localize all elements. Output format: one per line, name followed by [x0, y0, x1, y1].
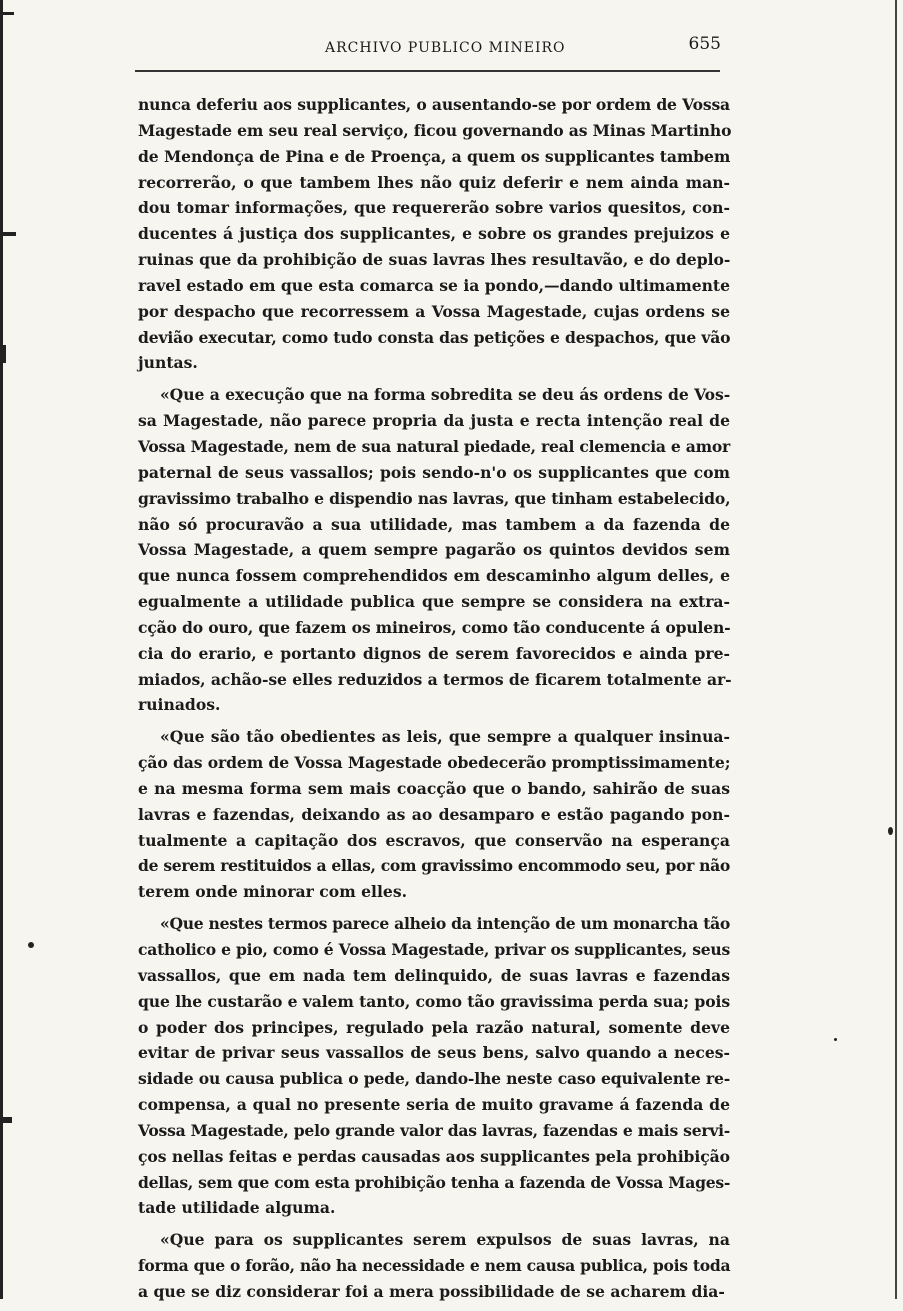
text-line: «Que para os supplicantes serem expulsos de suas lavras, na: [160, 1230, 730, 1250]
left-margin-line: [0, 0, 3, 1299]
text-line: e na mesma forma sem mais coacção que o bando, sahirão de suas: [138, 778, 730, 798]
text-line: por despacho que recorressem a Vossa Magestade, cujas ordens se: [138, 301, 730, 321]
text-line: de serem restituidos a ellas, com gravissimo encommodo seu, por não: [138, 856, 730, 876]
paragraph: [138, 1227, 730, 1305]
margin-mark: [0, 1117, 12, 1123]
text-line: vassallos, que em nada tem delinquido, de suas lavras e fazendas: [138, 965, 730, 985]
text-line: egualmente a utilidade publica que sempre se considera na extra-: [138, 592, 730, 612]
text-line: compensa, a qual no presente seria de muito gravame á fazenda de: [138, 1095, 730, 1115]
paragraph: [138, 911, 730, 1221]
body-text: [138, 92, 730, 1311]
text-line: cção do ouro, que fazem os mineiros, como tão conducente á opulen-: [138, 617, 731, 637]
text-line: juntas.: [138, 353, 198, 373]
text-line: devião executar, como tudo consta das petições e despachos, que vão: [138, 327, 731, 347]
text-line: Vossa Magestade, pelo grande valor das lavras, fazendas e mais servi-: [138, 1120, 730, 1140]
text-line: evitar de privar seus vassallos de seus bens, salvo quando a neces-: [138, 1043, 730, 1063]
text-line: recorrerão, o que tambem lhes não quiz deferir e nem ainda man-: [138, 172, 730, 192]
paper-speck: [888, 827, 893, 835]
paragraph: [138, 724, 730, 905]
text-line: ção das ordem de Vossa Magestade obedecerão promptissimamente;: [138, 753, 731, 773]
text-line: cia do erario, e portanto dignos de serem favorecidos e ainda pre-: [138, 643, 730, 663]
paper-speck: [28, 942, 34, 948]
text-line: terem onde minorar com elles.: [138, 882, 408, 902]
text-line: ços nellas feitas e perdas causadas aos supplicantes pela prohibição: [138, 1146, 730, 1166]
text-line: Vossa Magestade, nem de sua natural piedade, real clemencia e amor: [138, 436, 730, 456]
text-line: lavras e fazendas, deixando as ao desamparo e estão pagando pon-: [138, 804, 730, 824]
text-line: ducentes á justiça dos supplicantes, e sobre os grandes prejuizos e: [138, 224, 730, 244]
text-line: ravel estado em que esta comarca se ia pondo,—dando ultimamente: [138, 275, 730, 295]
text-line: o poder dos principes, regulado pela razão natural, somente deve: [138, 1017, 730, 1037]
text-line: miados, achão-se elles reduzidos a termos de ficarem totalmente ar-: [138, 669, 732, 689]
text-line: gravissimo trabalho e dispendio nas lavras, que tinham estabelecido,: [138, 488, 731, 508]
margin-mark: [0, 232, 16, 236]
text-line: Vossa Magestade, a quem sempre pagarão os quintos devidos sem: [138, 540, 730, 560]
text-line: catholico e pio, como é Vossa Magestade, privar os supplicantes, seus: [138, 940, 730, 959]
text-line: não só procuravão a sua utilidade, mas tambem a da fazenda de: [138, 514, 730, 534]
text-line: sa Magestade, não parece propria da justa e recta intenção real de: [138, 411, 730, 431]
text-line: paternal de seus vassallos; pois sendo-n'o os supplicantes que com: [138, 462, 730, 482]
running-title: ARCHIVO PUBLICO MINEIRO: [325, 40, 566, 56]
text-line: forma que o forão, não ha necessidade e nem causa publica, pois toda: [138, 1256, 731, 1276]
text-line: «Que a execução que na forma sobredita se deu ás ordens de Vos-: [160, 385, 731, 405]
text-line: que lhe custarão e valem tanto, como tão gravissima perda sua; pois: [138, 991, 730, 1011]
text-line: Magestade em seu real serviço, ficou governando as Minas Martinho: [138, 120, 732, 140]
text-line: dellas, sem que com esta prohibição tenha a fazenda de Vossa Mages-: [138, 1172, 731, 1192]
text-line: nunca deferiu aos supplicantes, o ausentando-se por ordem de Vossa: [138, 95, 730, 114]
text-line: ruinados.: [138, 695, 221, 715]
margin-mark: [0, 12, 14, 15]
text-line: «Que são tão obedientes as leis, que sempre a qualquer insinua-: [160, 727, 730, 747]
page-number: 655: [688, 34, 721, 54]
text-line: dou tomar informações, que requererão sobre varios quesitos, con-: [138, 198, 730, 218]
text-line: «Que nestes termos parece alheio da intenção de um monarcha tão: [160, 914, 730, 934]
page-header: [135, 34, 725, 68]
text-line: tualmente a capitação dos escravos, que conservão na esperança: [138, 830, 730, 850]
margin-mark: [0, 345, 6, 363]
text-line: que nunca fossem comprehendidos em descaminho algum delles, e: [138, 566, 730, 586]
text-line: de Mendonça de Pina e de Proença, a quem os supplicantes tambem: [138, 146, 731, 166]
paragraph: [138, 382, 730, 718]
text-line: ruinas que da prohibição de suas lavras lhes resultavão, e do deplo-: [138, 250, 731, 270]
right-margin-line: [895, 0, 897, 1299]
paragraph: [138, 92, 730, 376]
text-line: a que se diz considerar foi a mera possibilidade de se acharem dia-: [138, 1281, 725, 1301]
text-line: sidade ou causa publica o pede, dando-lhe neste caso equivalente re-: [138, 1069, 730, 1089]
header-rule: [135, 70, 720, 72]
text-line: tade utilidade alguma.: [138, 1198, 336, 1218]
paper-speck: [834, 1038, 837, 1041]
